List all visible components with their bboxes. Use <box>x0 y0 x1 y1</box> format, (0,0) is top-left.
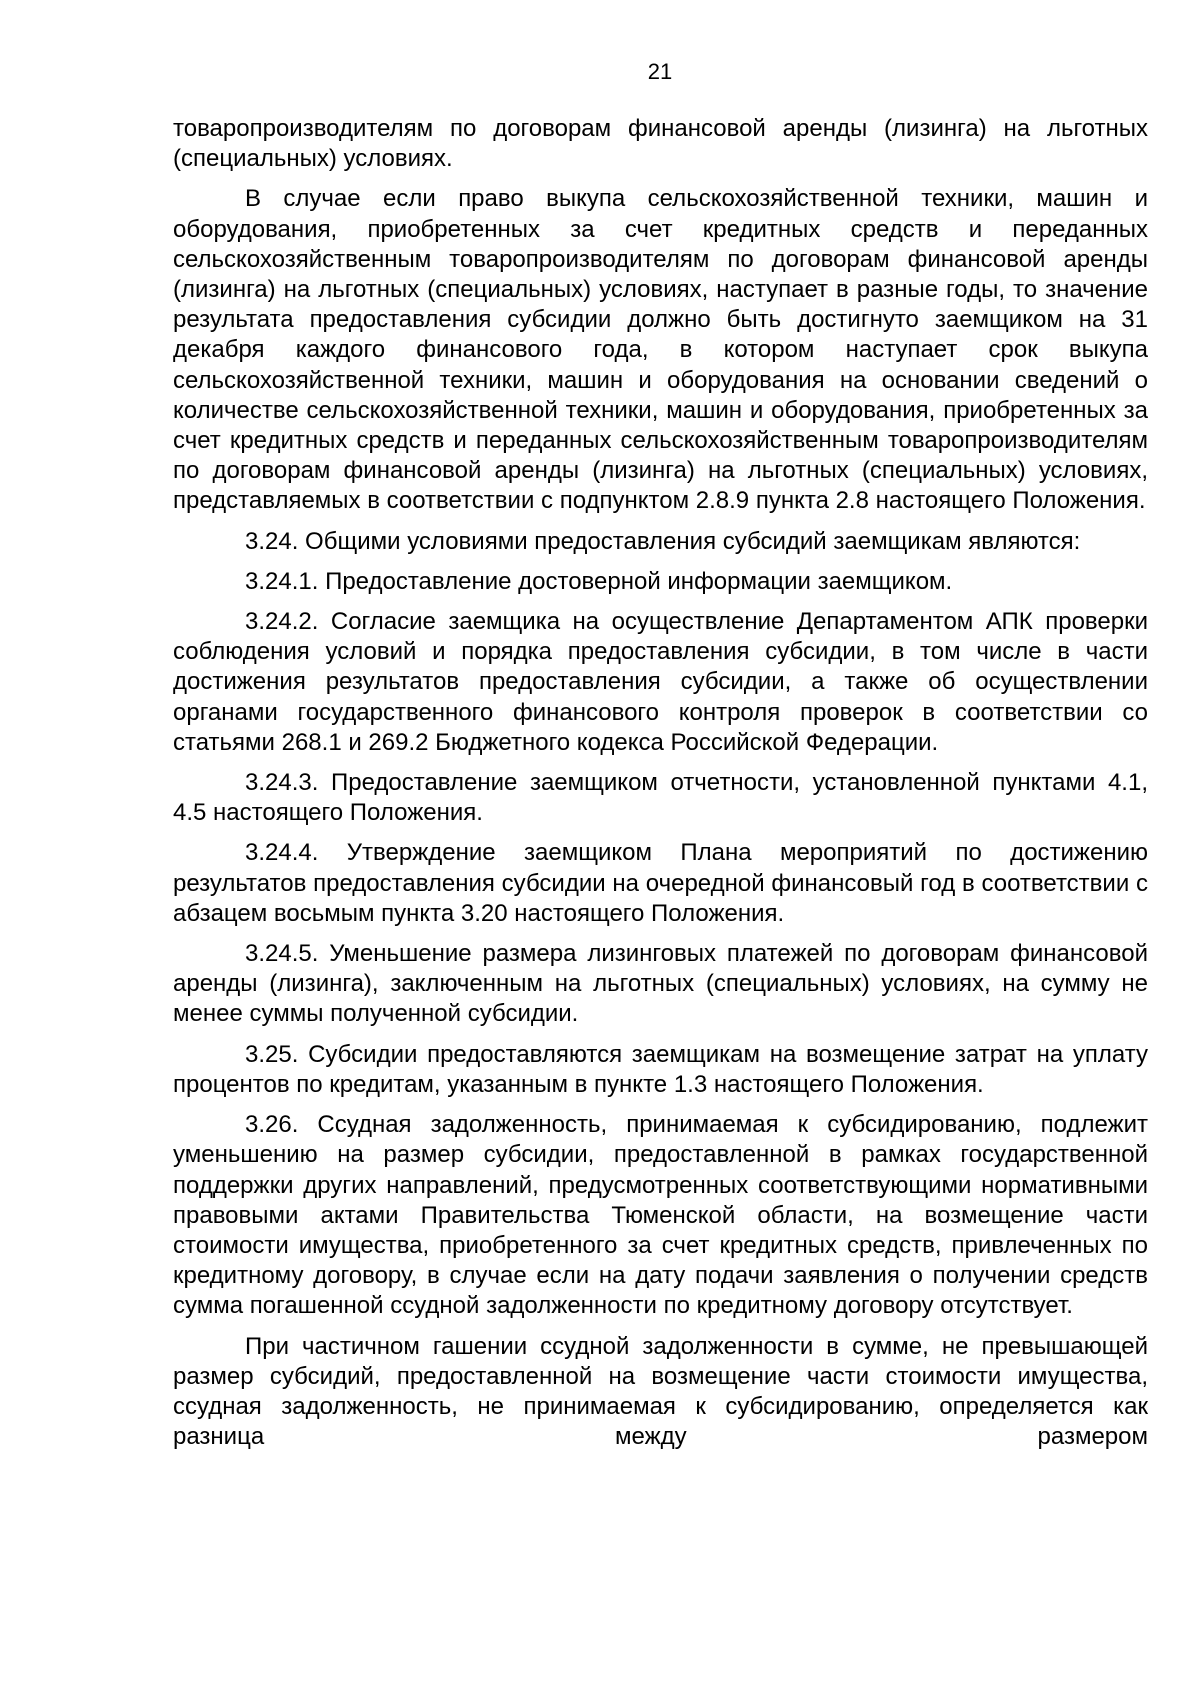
paragraph-3-24-5: 3.24.5. Уменьшение размера лизинговых платежей по договорам финансовой аренды (лизинга), заключенным на льготных (специальных) условиях, на сумму не менее суммы полученной субсидии. <box>173 940 1148 1028</box>
paragraph-3-24: 3.24. Общими условиями предоставления субсидий заемщикам являются: <box>245 527 1081 555</box>
paragraph-3-26: 3.26. Ссудная задолженность, принимаемая к субсидированию, подлежит уменьшению на размер субсидии, предоставленной в рамках государственной поддержки других направлений, предусмотренных соответствующими нормативными правовыми актами Правительства Тюменской области, на возмещение части стоимости имущества, приобретенного за счет кредитных средств, привлеченных по кредитному договору, в случае если на дату подачи заявления о получении средств сумма погашенной ссудной задолженности по кредитному договору отсутствует. <box>173 1111 1148 1320</box>
paragraph-3-24-4: 3.24.4. Утверждение заемщиком Плана мероприятий по достижению результатов предоставления субсидии на очередной финансовый год в соответствии с абзацем восьмым пункта 3.20 настоящего Положения. <box>173 839 1148 927</box>
paragraph-3-24-1: 3.24.1. Предоставление достоверной информации заемщиком. <box>245 567 953 595</box>
paragraph-continuation: товаропроизводителям по договорам финансовой аренды (лизинга) на льготных (специальных) условиях. <box>173 115 1148 173</box>
document-body <box>173 114 1148 1462</box>
paragraph-3-25: 3.25. Субсидии предоставляются заемщикам на возмещение затрат на уплату процентов по кредитам, указанным в пункте 1.3 настоящего Положения. <box>173 1040 1148 1098</box>
paragraph-3-24-3: 3.24.3. Предоставление заемщиком отчетности, установленной пунктами 4.1, 4.5 настоящего Положения. <box>173 769 1148 827</box>
paragraph-buyout-right: В случае если право выкупа сельскохозяйственной техники, машин и оборудования, приобретенных за счет кредитных средств и переданных сельскохозяйственным товаропроизводителям по договорам финансовой аренды (лизинга) на льготных (специальных) условиях, наступает в разные годы, то значение результата предоставления субсидии должно быть достигнуто заемщиком на 31 декабря каждого финансового года, в котором наступает срок выкупа сельскохозяйственной техники, машин и оборудования на основании сведений о количестве сельскохозяйственной техники, машин и оборудования, приобретенных за счет кредитных средств и переданных сельскохозяйственным товаропроизводителям по договорам финансовой аренды (лизинга) на льготных (специальных) условиях, представляемых в соответствии с подпунктом 2.8.9 пункта 2.8 настоящего Положения. <box>173 185 1148 515</box>
paragraph-partial-repayment: При частичном гашении ссудной задолженности в сумме, не превышающей размер субсидий, предоставленной на возмещение части стоимости имущества, ссудная задолженность, не принимаемая к субсидированию, определяется как разница между размером <box>173 1332 1148 1451</box>
page-number: 21 <box>647 59 673 84</box>
paragraph-3-24-2: 3.24.2. Согласие заемщика на осуществление Департаментом АПК проверки соблюдения условий и порядка предоставления субсидии, в том числе в части достижения результатов предоставления субсидии, а также об осуществлении органами государственного финансового контроля проверок в соответствии со статьями 268.1 и 269.2 Бюджетного кодекса Российской Федерации. <box>173 608 1148 756</box>
